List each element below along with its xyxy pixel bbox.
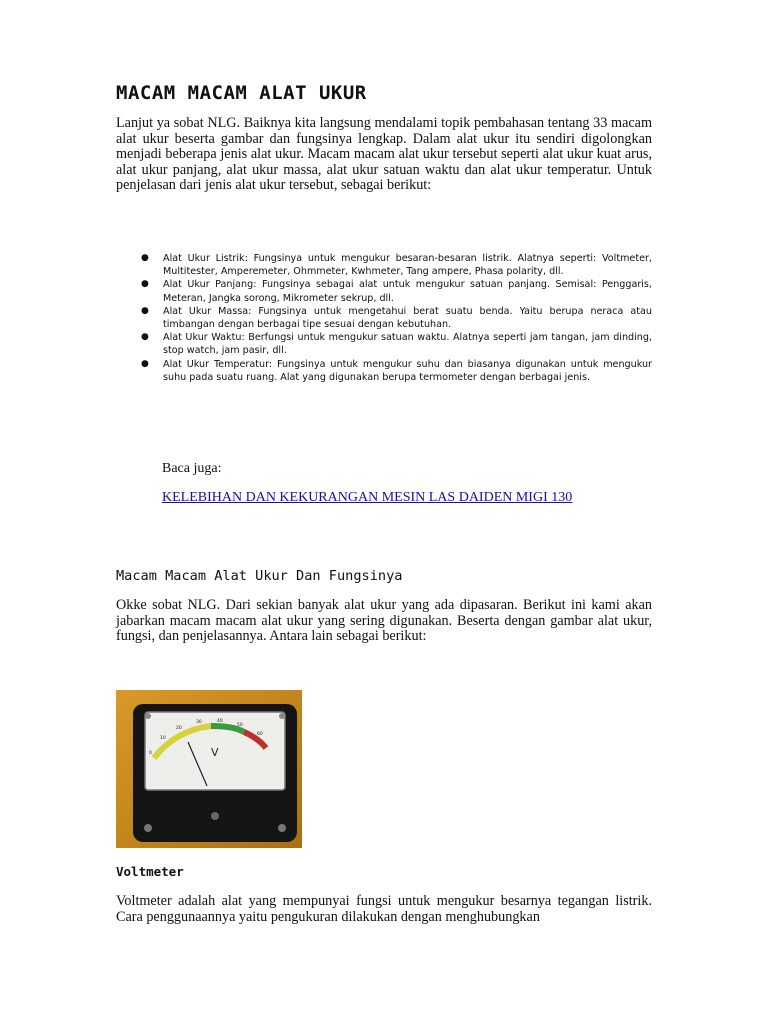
screw-icon: [144, 824, 152, 832]
scale-label: 60: [257, 732, 263, 737]
list-item: [138, 331, 652, 357]
list-item-text: Alat Ukur Panjang: Fungsinya sebagai alat untuk mengukur satuan panjang. Semisal: Penggaris, Meteran, Jangka sorong, Mikrometer sekrup, dll.: [163, 279, 652, 304]
bullet-icon: ●: [141, 358, 149, 369]
intro-paragraph: Lanjut ya sobat NLG. Baiknya kita langsung mendalami topik pembahasan tentang 33 macam alat ukur beserta gambar dan fungsinya lengkap. Dalam alat ukur itu sendiri digolongkan menjadi beberapa jenis alat ukur. Macam macam alat ukur tersebut seperti alat ukur kuat arus, alat ukur panjang, alat ukur massa, alat ukur satuan waktu dan alat ukur temperatur. Untuk penjelasan dari jenis alat ukur tersebut, sebagai berikut:: [116, 115, 652, 194]
list-item: [138, 252, 652, 278]
bullet-icon: ●: [141, 279, 149, 290]
page-title: MACAM MACAM ALAT UKUR: [116, 82, 367, 104]
list-item-text: Alat Ukur Massa: Fungsinya untuk mengetahui berat suatu benda. Yaitu berupa neraca atau timbangan dengan berbagai tipe sesuai dengan kebutuhan.: [163, 305, 652, 331]
voltmeter-image: [116, 690, 302, 848]
scale-label: 40: [217, 719, 223, 724]
screw-icon: [145, 713, 151, 719]
bullet-icon: ●: [141, 253, 149, 263]
unit-label: V: [211, 746, 219, 759]
screw-icon: [279, 713, 285, 719]
category-list: [138, 252, 652, 384]
list-item-text: Alat Ukur Listrik: Fungsinya untuk mengukur besaran-besaran listrik. Alatnya seperti: Voltmeter, Multitester, Amperemeter, Ohmmeter, Kwhmeter, Tang ampere, Phasa polarity, dll.: [163, 253, 652, 278]
scale-label: 30: [196, 720, 202, 725]
list-item: [138, 358, 652, 384]
scale-label: 20: [176, 726, 182, 731]
scale-label: 0: [149, 751, 152, 756]
section-intro-paragraph: Okke sobat NLG. Dari sekian banyak alat ukur yang ada dipasaran. Berikut ini kami akan jabarkan macam macam alat ukur yang sering digunakan. Beserta dengan gambar alat ukur, fungsi, dan penjelasannya. Antara lain sebagai berikut:: [116, 597, 652, 645]
bullet-icon: ●: [141, 332, 149, 343]
bullet-icon: ●: [141, 305, 149, 316]
scale-label: 10: [160, 736, 166, 741]
voltmeter-paragraph: Voltmeter adalah alat yang mempunyai fungsi untuk mengukur besarnya tegangan listrik. Cara penggunaannya yaitu pengukuran dilakukan dengan menghubungkan: [116, 893, 652, 925]
list-item: [138, 305, 652, 331]
section-title: Macam Macam Alat Ukur Dan Fungsinya: [116, 568, 403, 584]
see-also-label: Baca juga:: [162, 461, 222, 476]
screw-icon: [278, 824, 286, 832]
zero-adjust-screw-icon: [211, 812, 219, 820]
list-item-text: Alat Ukur Temperatur: Fungsinya untuk mengukur suhu dan biasanya digunakan untuk mengukur suhu pada suatu ruang. Alat yang digunakan berupa termometer dengan berbagai jenis.: [163, 358, 652, 383]
list-item: [138, 278, 652, 304]
scale-label: 50: [237, 723, 243, 728]
voltmeter-heading: Voltmeter: [116, 864, 184, 879]
related-article-link[interactable]: KELEBIHAN DAN KEKURANGAN MESIN LAS DAIDEN MIGI 130: [162, 490, 573, 505]
list-item-text: Alat Ukur Waktu: Berfungsi untuk mengukur satuan waktu. Alatnya seperti jam tangan, jam dinding, stop watch, jam pasir, dll.: [163, 332, 652, 357]
